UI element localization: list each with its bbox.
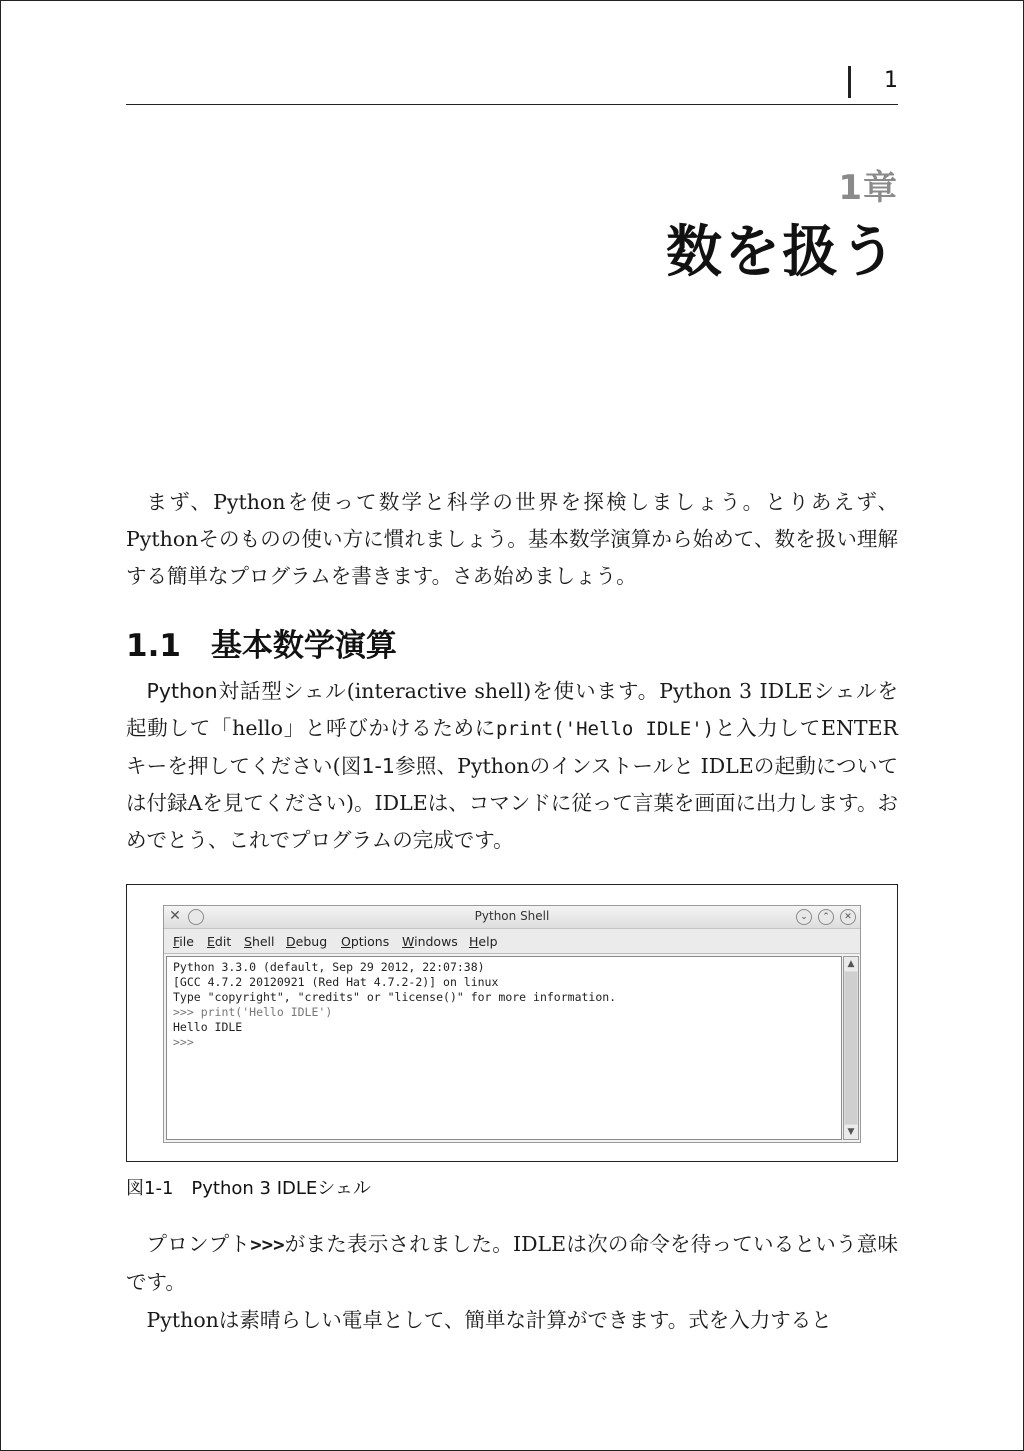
chapter-label: 1章 — [838, 168, 898, 208]
minimize-icon[interactable]: ⌄ — [796, 909, 812, 925]
page-number: 1 — [884, 68, 898, 93]
vertical-scrollbar[interactable] — [843, 956, 859, 1140]
menu-edit[interactable]: Edit — [207, 934, 232, 949]
x-app-icon: ✕ — [169, 908, 181, 924]
menu-file[interactable]: File — [173, 934, 194, 949]
prompt-symbol: >>> — [250, 1234, 285, 1256]
body2-part2: がまた表示されました。IDLEは次の命令を待っているという意味です。 — [126, 1232, 899, 1294]
body1-part2: と入力してENTERキーを押してください( — [126, 716, 898, 778]
chapter-title: 数を扱う — [666, 220, 898, 285]
body-paragraph-2 — [126, 1226, 898, 1301]
figure-frame — [126, 884, 898, 1162]
body1-part1: (interactive shell)を使います。Python 3 IDLEシェルを起動して「hello」と呼びかけるために — [126, 679, 898, 740]
term-interactive-shell: Python対話型シェル — [146, 679, 347, 703]
shell-line: [GCC 4.7.2 20120921 (Red Hat 4.7.2-2)] on linux — [173, 975, 499, 989]
python-shell-window — [163, 905, 861, 1143]
scroll-up-icon[interactable]: ▲ — [844, 957, 858, 971]
maximize-icon[interactable]: ⌃ — [818, 909, 834, 925]
shell-line: Hello IDLE — [173, 1020, 243, 1034]
menu-debug[interactable]: Debug — [286, 934, 328, 949]
caption-text: Python 3 IDLEシェル — [191, 1178, 371, 1199]
body-paragraph-1 — [126, 673, 898, 859]
section-heading — [126, 620, 397, 665]
window-title: Python Shell — [474, 909, 550, 923]
menu-options[interactable]: Options — [341, 934, 390, 949]
close-icon[interactable]: ✕ — [840, 909, 856, 925]
menubar — [164, 929, 860, 954]
body2-part1: プロンプト — [146, 1232, 251, 1256]
menu-shell[interactable]: Shell — [244, 934, 275, 949]
menu-windows[interactable]: Windows — [402, 934, 458, 949]
scroll-thumb[interactable] — [845, 972, 857, 1124]
section-number: 1.1 — [126, 628, 181, 664]
intro-paragraph: まず、Pythonを使って数学と科学の世界を探検しましょう。とりあえず、Pythonそのものの使い方に慣れましょう。基本数学演算から始めて、数を扱い理解する簡単なプログラムを書きます。さあ始めましょう。 — [126, 490, 898, 588]
menu-help[interactable]: Help — [469, 934, 498, 949]
section-title: 基本数学演算 — [210, 628, 397, 664]
body-paragraph-3: Pythonは素晴らしい電卓として、簡単な計算ができます。式を入力すると — [146, 1308, 832, 1332]
header-rule — [126, 104, 898, 105]
figure-reference: 図1-1 — [340, 754, 395, 778]
shell-line: Type "copyright", "credits" or "license()" for more information. — [173, 990, 617, 1004]
caption-number: 図1-1 — [126, 1178, 174, 1199]
body1-part3: 参照、Pythonのインストールと IDLEの起動については付録Aを見てください)。IDLEは、コマンドに従って言葉を画面に出力します。おめでとう、これでプログラムの完成です。 — [126, 754, 899, 852]
shell-output[interactable] — [166, 956, 842, 1140]
shell-line: >>> — [173, 1035, 194, 1049]
figure-caption — [126, 1174, 371, 1200]
inline-code: print('Hello IDLE') — [496, 718, 715, 740]
window-titlebar — [164, 906, 860, 929]
header-bar — [848, 66, 851, 98]
shell-line: >>> print('Hello IDLE') — [173, 1005, 333, 1019]
shell-line: Python 3.3.0 (default, Sep 29 2012, 22:07:38) — [173, 960, 485, 974]
scroll-down-icon[interactable]: ▼ — [844, 1125, 858, 1139]
